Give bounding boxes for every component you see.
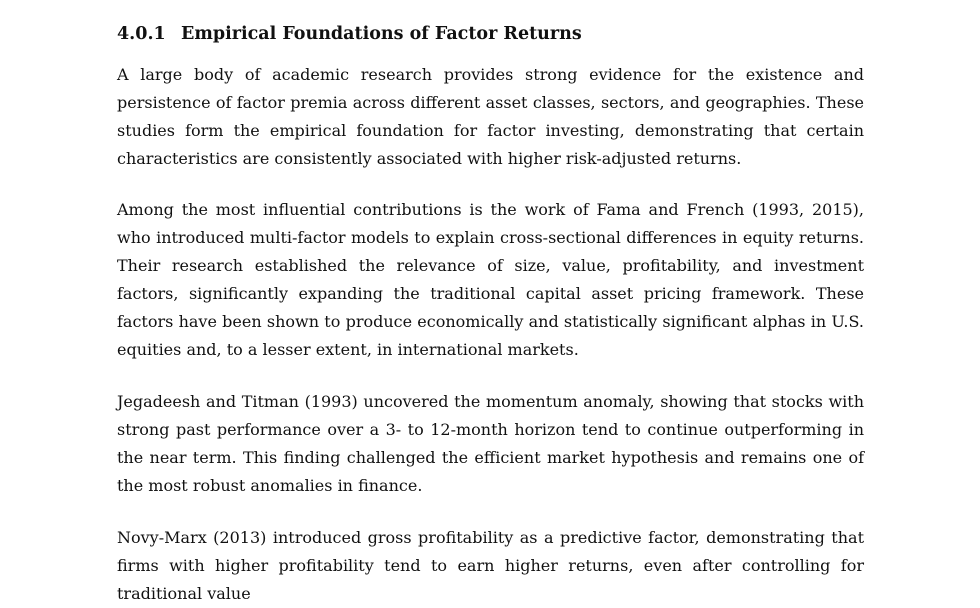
section-title: Empirical Foundations of Factor Returns <box>181 24 582 44</box>
section-number: 4.0.1 <box>117 24 166 44</box>
paragraph-profitability: Novy-Marx (2013) introduced gross profitability as a predictive factor, demonstrating that firms with higher profitability tend to earn higher returns, even after controlling for traditional value <box>117 528 864 603</box>
section-heading <box>117 22 582 46</box>
paragraph-factor-premia-evidence: A large body of academic research provides strong evidence for the existence and persistence of factor premia across different asset classes, sectors, and geographies. These studies form the empirical foundation for factor investing, demonstrating that certain characteristics are consistently associated with higher risk-adjusted returns. <box>117 65 864 168</box>
paragraph-momentum: Jegadeesh and Titman (1993) uncovered the momentum anomaly, showing that stocks with strong past performance over a 3- to 12-month horizon tend to continue outperforming in the near term. This finding challenged the efficient market hypothesis and remains one of the most robust anomalies in finance. <box>117 392 864 495</box>
paragraph-fama-french: Among the most influential contributions is the work of Fama and French (1993, 2015), who introduced multi-factor models to explain cross-sectional differences in equity returns. Their research established the relevance of size, value, profitability, and investment factors, significantly expanding the traditional capital asset pricing framework. These factors have been shown to produce economically and statistically significant alphas in U.S. equities and, to a lesser extent, in international markets. <box>117 200 864 359</box>
